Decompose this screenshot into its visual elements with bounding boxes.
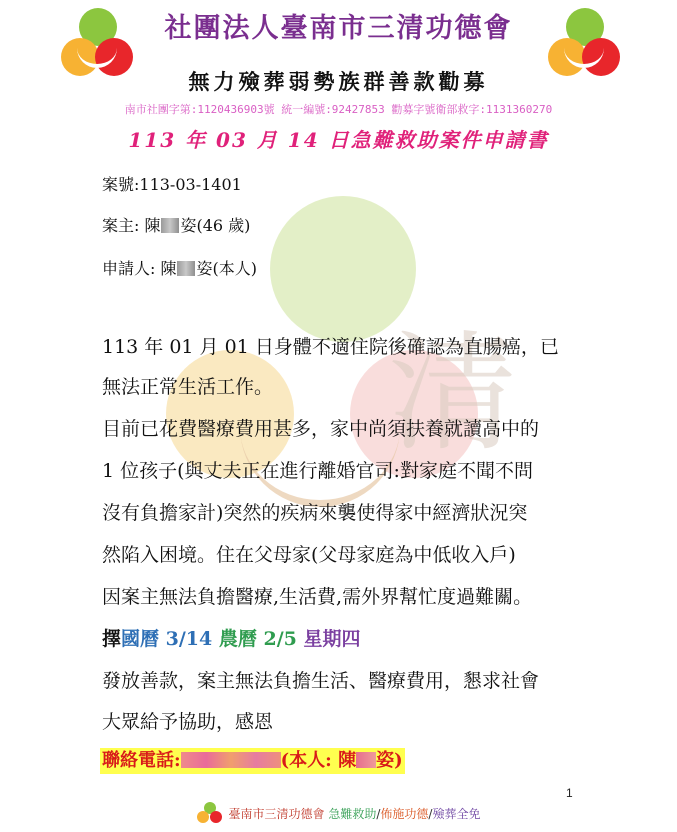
date-choose-label: 擇 — [102, 628, 122, 650]
watermark-character-logo: 清 — [388, 317, 519, 469]
body-line: 大眾給予協助，感恩 — [102, 711, 274, 733]
redacted-name-block — [161, 218, 179, 233]
body-line: 1 位孩子(與丈夫正在進行離婚官司:對家庭不聞不問 — [102, 460, 533, 482]
footer-item: 急難救助 — [328, 807, 377, 821]
contact-label: 聯絡電話: — [102, 750, 181, 771]
campaign-title: 無力殮葬弱勢族群善款勸募 — [188, 69, 489, 94]
contact-person-suffix: 姿) — [376, 750, 403, 771]
body-line: 113 年 01 月 01 日身體不適住院後確認為直腸癌，已 — [102, 336, 559, 358]
redacted-phone-block — [181, 752, 281, 768]
distribution-date — [102, 628, 361, 651]
case-owner-suffix: 姿(46 歲) — [180, 216, 251, 235]
body-line: 無法正常生活工作。 — [102, 376, 274, 398]
body-line: 目前已花費醫療費用甚多，家中尚須扶養就讀高中的 — [102, 418, 540, 440]
footer-item: 佈施功德 — [380, 807, 429, 821]
body-line: 沒有負擔家計)突然的疾病來襲使得家中經濟狀況突 — [102, 502, 528, 524]
contact-person-prefix: (本人: 陳 — [280, 750, 357, 771]
lunar-date: 農曆 2/5 — [218, 628, 297, 650]
org-title: 社團法人臺南市三清功德會 — [164, 13, 513, 44]
body-line: 因案主無法負擔醫療,生活費,需外界幫忙度過難關。 — [102, 586, 533, 608]
page-number: 1 — [566, 786, 573, 800]
case-number: 案號:113-03-1401 — [102, 175, 242, 194]
redacted-name-block — [177, 261, 195, 276]
applicant — [102, 256, 257, 279]
contact-phone-highlight — [100, 748, 405, 774]
body-line: 然陷入困境。住在父母家(父母家庭為中低收入戶) — [102, 544, 516, 566]
redacted-name-block — [356, 752, 376, 768]
footer-separator: / — [428, 807, 433, 821]
applicant-prefix: 申請人: 陳 — [102, 259, 177, 278]
footer-logo-icon — [197, 802, 223, 824]
page-footer — [0, 802, 677, 824]
footer-item: 殮葬全免 — [432, 807, 481, 821]
case-owner-prefix: 案主: 陳 — [102, 216, 161, 235]
footer-separator: / — [376, 807, 381, 821]
registration-info: 南市社團字第:1120436903號 統一編號:92427853 勸募字號衛部救字:1131360270 — [124, 103, 553, 116]
form-title: 113 年 03 月 14 日急難救助案件申請書 — [128, 128, 549, 152]
solar-date: 國曆 3/14 — [121, 628, 213, 650]
watermark-smile — [240, 400, 400, 507]
footer-org: 臺南市三清功德會 — [228, 807, 325, 821]
body-line: 發放善款，案主無法負擔生活、醫療費用，懇求社會 — [102, 670, 540, 692]
case-owner — [102, 213, 250, 236]
weekday: 星期四 — [303, 628, 361, 650]
applicant-suffix: 姿(本人) — [196, 259, 257, 278]
